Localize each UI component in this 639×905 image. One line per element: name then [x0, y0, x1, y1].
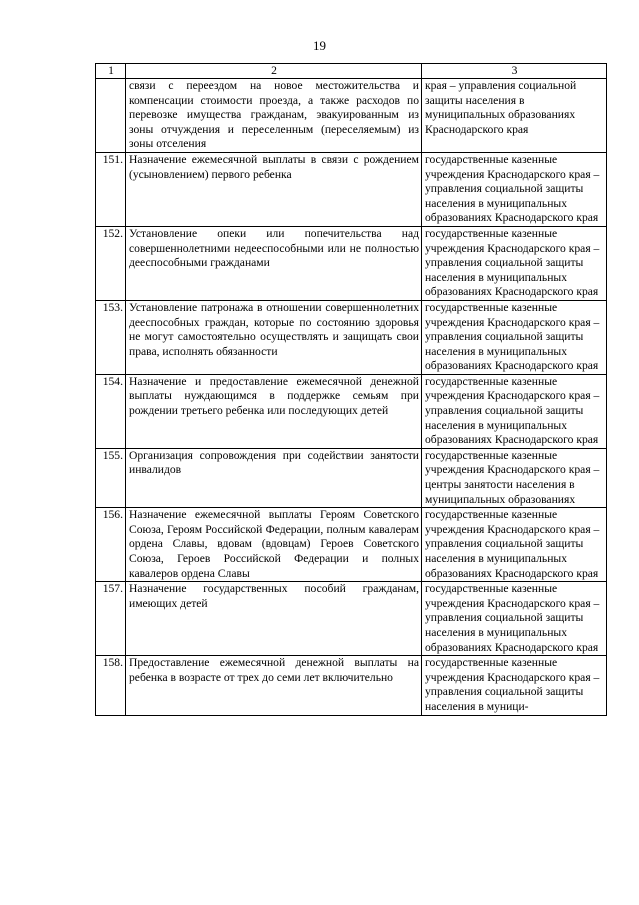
responsible-org: государственные казенные учреждения Краснодарского края – центры занятости населения в муниципальных образованиях — [422, 448, 607, 507]
table-row — [96, 448, 607, 507]
table-row — [96, 656, 607, 715]
column-header-3: 3 — [422, 64, 607, 79]
row-number: 153. — [96, 300, 126, 374]
page-number: 19 — [313, 38, 326, 53]
service-name: Предоставление ежемесячной денежной выплаты на ребенка в возрасте от трех до семи лет включительно — [126, 656, 422, 715]
table-row — [96, 300, 607, 374]
table-row — [96, 374, 607, 448]
service-name: Назначение ежемесячной выплаты в связи с рождением (усыновлением) первого ребенка — [126, 152, 422, 226]
row-number — [96, 79, 126, 153]
responsible-org: государственные казенные учреждения Краснодарского края – управления социальной защиты населения в муниципальных образованиях Краснодарского края — [422, 582, 607, 656]
row-number: 158. — [96, 656, 126, 715]
service-name: Назначение государственных пособий гражданам, имеющих детей — [126, 582, 422, 656]
table-row — [96, 152, 607, 226]
responsible-org: государственные казенные учреждения Краснодарского края – управления социальной защиты населения в муниципальных образованиях Краснодарского края — [422, 152, 607, 226]
responsible-org: государственные казенные учреждения Краснодарского края – управления социальной защиты населения в муниципальных образованиях Краснодарского края — [422, 374, 607, 448]
responsible-org: государственные казенные учреждения Краснодарского края – управления социальной защиты населения в муниципальных образованиях Краснодарского края — [422, 226, 607, 300]
service-name: Установление патронажа в отношении совершеннолетних дееспособных граждан, которые по состоянию здоровья не могут самостоятельно осуществлять и защищать свои права, исполнять обязанности — [126, 300, 422, 374]
responsible-org: государственные казенные учреждения Краснодарского края – управления социальной защиты населения в муници- — [422, 656, 607, 715]
column-header-2: 2 — [126, 64, 422, 79]
row-number: 156. — [96, 508, 126, 582]
responsible-org: государственные казенные учреждения Краснодарского края – управления социальной защиты населения в муниципальных образованиях Краснодарского края — [422, 508, 607, 582]
row-number: 151. — [96, 152, 126, 226]
column-header-1: 1 — [96, 64, 126, 79]
service-name: Организация сопровождения при содействии занятости инвалидов — [126, 448, 422, 507]
table-header-row — [96, 64, 607, 79]
service-name: связи с переездом на новое местожительства и компенсации стоимости проезда, а также расходов по перевозке имущества гражданам, эвакуированным из зоны отчуждения и переселенным (переселяемым) из зоны отселения — [126, 79, 422, 153]
table-row — [96, 226, 607, 300]
service-name: Назначение ежемесячной выплаты Героям Советского Союза, Героям Российской Федерации, полным кавалерам ордена Славы, вдовам (вдовцам) Героев Советского Союза, Героев Российской Федерации и полных кавалеров ордена Славы — [126, 508, 422, 582]
table-row — [96, 79, 607, 153]
row-number: 152. — [96, 226, 126, 300]
table-row — [96, 582, 607, 656]
responsible-org: края – управления социальной защиты населения в муниципальных образованиях Краснодарского края — [422, 79, 607, 153]
service-name: Установление опеки или попечительства над совершеннолетними недееспособными или не полностью дееспособными гражданами — [126, 226, 422, 300]
table-row — [96, 508, 607, 582]
services-table — [95, 63, 607, 716]
service-name: Назначение и предоставление ежемесячной денежной выплаты нуждающимся в поддержке семьям при рождении третьего ребенка или последующих детей — [126, 374, 422, 448]
row-number: 154. — [96, 374, 126, 448]
responsible-org: государственные казенные учреждения Краснодарского края – управления социальной защиты населения в муниципальных образованиях Краснодарского края — [422, 300, 607, 374]
row-number: 157. — [96, 582, 126, 656]
row-number: 155. — [96, 448, 126, 507]
